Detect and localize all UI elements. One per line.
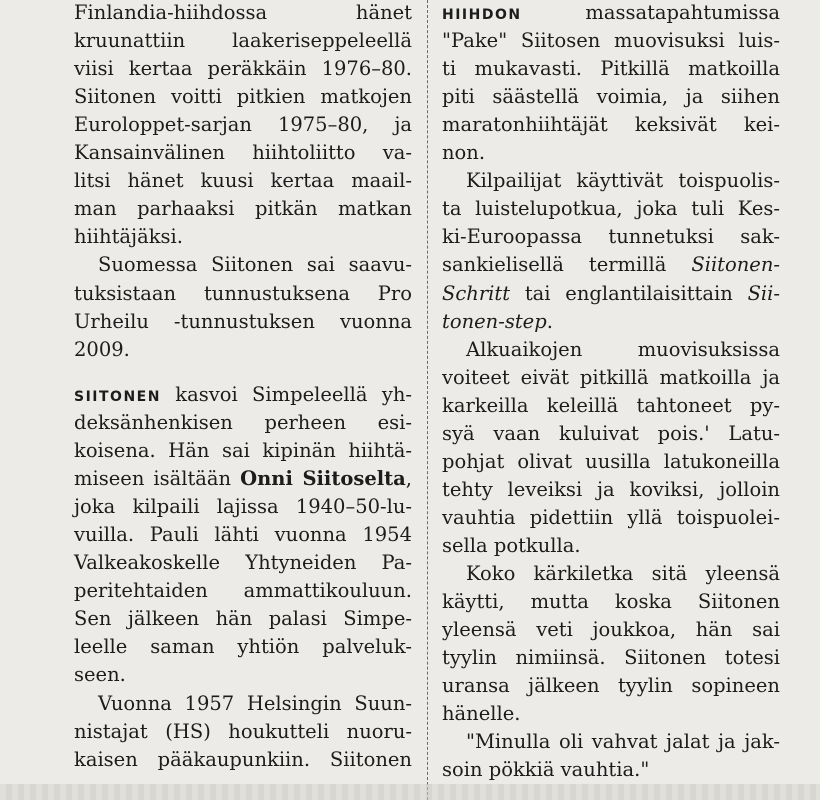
text-line: Kansainvälinen hiihtoliitto va-: [74, 141, 412, 164]
text-line: Alkuaikojen muovisuksissa: [466, 338, 780, 361]
text-line: hänelle.: [442, 702, 521, 725]
text-line: 2009.: [74, 338, 130, 361]
text-line: Koko kärkiletka sitä yleensä: [466, 562, 780, 585]
text-line: tyylin nimiinsä. Siitonen totesi: [442, 646, 780, 669]
text-line: ti mukavasti. Pitkillä matkoilla: [442, 57, 780, 80]
text-line: viisi kertaa peräkkäin 1976–80.: [74, 57, 412, 80]
text-line: kaisen pääkaupunkiin. Siitonen: [74, 748, 412, 771]
text-line: sankielisellä termillä Siitonen-: [442, 253, 780, 276]
text-line: Schritt tai englantilaisittain Sii-: [442, 282, 780, 305]
lead-caps: HIIHDON: [442, 7, 522, 23]
text-line: Valkeakoskelle Yhtyneiden Pa-: [74, 551, 412, 574]
text-line: hiihtäjäksi.: [74, 225, 183, 248]
text-line: non.: [442, 141, 486, 164]
column-divider: [427, 0, 428, 800]
text-line: "Minulla oli vahvat jalat ja jak-: [466, 730, 780, 753]
text-line: Urheilu -tunnustuksen vuonna: [74, 310, 412, 333]
text-line: uransa jälkeen tyylin sopineen: [442, 674, 780, 697]
text-line: man parhaaksi pitkän matkan: [74, 197, 412, 220]
text-line: piti säästellä voimia, ja siihen: [442, 85, 780, 108]
text-line: Finlandia-hiihdossa hänet: [74, 1, 412, 24]
text-line: seen.: [74, 663, 126, 686]
text-line: yleensä veti joukkoa, hän sai: [442, 618, 780, 641]
text-line: deksänhenkisen perheen esi-: [74, 411, 412, 434]
lead-caps: SIITONEN: [74, 389, 161, 405]
text-line: Kilpailijat käyttivät toispuolis-: [466, 169, 780, 192]
text-line: Suomessa Siitonen sai saavu-: [98, 253, 412, 276]
text-line: Siitonen voitti pitkien matkojen: [74, 85, 412, 108]
text-line: Vuonna 1957 Helsingin Suun-: [98, 692, 412, 715]
page-edge: [0, 784, 820, 800]
text-line: koisena. Hän sai kipinän hiihtä-: [74, 439, 412, 462]
text-line: ta luistelupotkua, joka tuli Kes-: [442, 197, 780, 220]
text-line: karkeilla keleillä tahtoneet py-: [442, 394, 780, 417]
text-line: ki-Euroopassa tunnetuksi sak-: [442, 225, 780, 248]
text-line: tonen-step.: [442, 310, 553, 333]
text-line: joka kilpaili lajissa 1940–50-lu-: [74, 495, 412, 518]
text-line: tehty leveiksi ja koviksi, jolloin: [442, 478, 780, 501]
text-line: käytti, mutta koska Siitonen: [442, 590, 780, 613]
text-line: litsi hänet kuusi kertaa maail-: [74, 169, 412, 192]
text-line: voiteet eivät pitkillä matkoilla ja: [442, 366, 780, 389]
text-line: "Pake" Siitosen muovisuksi luis-: [442, 29, 780, 52]
text-line: pohjat olivat uusilla latukoneilla: [442, 450, 780, 473]
text-line-lead: HIIHDON massatapahtumissa: [442, 1, 780, 24]
text-line: leelle saman yhtiön palveluk-: [74, 635, 412, 658]
text-line: vauhtia pidettiin yllä toispuolei-: [442, 506, 780, 529]
text-line: syä vaan kuluivat pois.' Latu-: [442, 422, 780, 445]
text-line: soin pökkiä vauhtia.": [442, 758, 650, 781]
text-line: vuilla. Pauli lähti vuonna 1954: [74, 523, 412, 546]
text-line: nistajat (HS) houkutteli nuoru-: [74, 720, 412, 743]
text-line: miseen isältään Onni Siitoselta,: [74, 467, 412, 490]
text-line-lead: SIITONEN kasvoi Simpeleellä yh-: [74, 383, 412, 406]
bold-name: Onni Siitoselta: [240, 467, 406, 490]
text-line: peritehtaiden ammattikouluun.: [74, 579, 412, 602]
text-line: Sen jälkeen hän palasi Simpe-: [74, 607, 412, 630]
text-line: kruunattiin laakeriseppeleellä: [74, 29, 412, 52]
text-line: maratonhiihtäjät keksivät kei-: [442, 113, 780, 136]
text-line: tuksistaan tunnustuksena Pro: [74, 282, 412, 305]
text-line: sella potkulla.: [442, 534, 581, 557]
text-line: Euroloppet-sarjan 1975–80, ja: [74, 113, 412, 136]
